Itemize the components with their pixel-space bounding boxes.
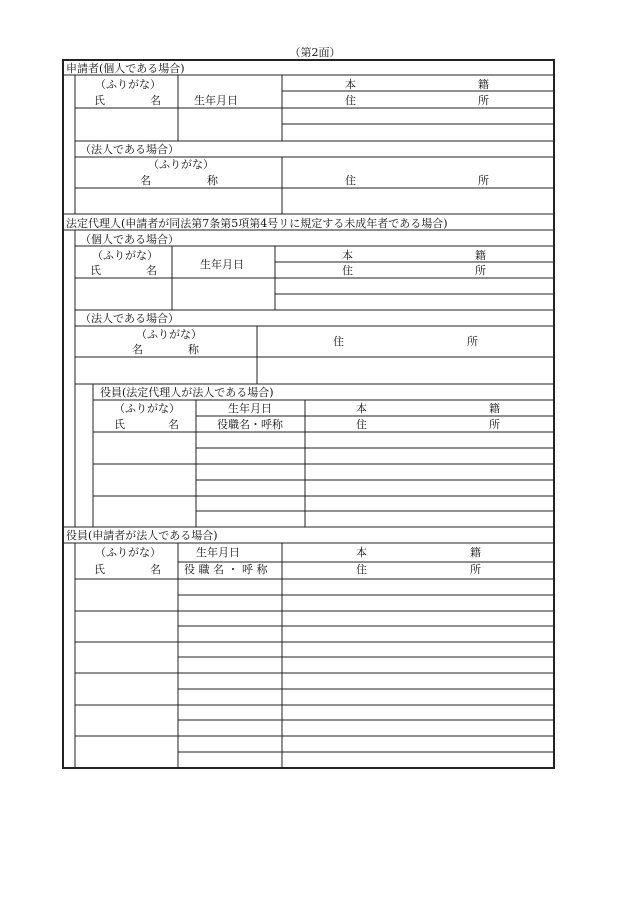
officers-domicile-label-1: 本 [356,546,367,559]
applicant-corp-name-label-2: 称 [207,174,218,187]
legal-rep-heading: 法定代理人(申請者が同法第7条第5項第4号リに規定する未成年者である場合) [66,217,448,230]
legal-rep-name-label-2: 名 [146,264,157,277]
applicant-domicile-label-1: 本 [345,78,356,91]
applicant-corp-furigana-label: （ふりがな） [148,158,214,171]
applicant-individual-heading: 申請者(個人である場合) [66,62,185,75]
legal-rep-furigana-label: （ふりがな） [92,249,158,262]
legal-rep-officers-birthdate-label: 生年月日 [228,402,272,415]
officers-position-label: 役 職 名 ・ 呼 称 [184,563,268,576]
applicant-furigana-label: （ふりがな） [95,78,161,91]
officers-address-label-1: 住 [356,563,367,576]
legal-rep-officers-address-label-2: 所 [489,418,500,431]
legal-rep-corporation-heading: （法人である場合） [80,312,179,325]
applicant-name-label-2: 名 [150,94,161,107]
applicant-birthdate-label: 生年月日 [194,94,238,107]
applicant-domicile-label-2: 籍 [478,78,489,91]
legal-rep-corp-address-label-2: 所 [467,335,478,348]
officers-address-label-2: 所 [470,563,481,576]
legal-rep-corp-name-label-2: 称 [188,343,199,356]
applicant-name-label-1: 氏 [94,94,105,107]
legal-rep-corp-address-label-1: 住 [333,335,344,348]
legal-rep-officers-name-label-1: 氏 [114,418,125,431]
legal-rep-corp-furigana-label: （ふりがな） [136,328,202,341]
legal-rep-officers-domicile-label-2: 籍 [489,402,500,415]
applicant-corp-address-label-2: 所 [478,174,489,187]
legal-rep-officers-heading: 役員(法定代理人が法人である場合) [100,386,274,399]
legal-rep-individual-heading: （個人である場合） [80,233,179,246]
applicant-address-label-2: 所 [478,94,489,107]
legal-rep-officers-furigana-label: （ふりがな） [114,402,180,415]
officers-domicile-label-2: 籍 [470,546,481,559]
legal-rep-officers-address-label-1: 住 [356,418,367,431]
applicant-address-label-1: 住 [345,94,356,107]
officers-heading: 役員(申請者が法人である場合) [66,529,218,542]
legal-rep-domicile-label-2: 籍 [475,249,486,262]
officers-birthdate-label: 生年月日 [196,546,240,559]
legal-rep-name-label-1: 氏 [90,264,101,277]
legal-rep-birthdate-label: 生年月日 [200,258,244,271]
legal-rep-address-label-1: 住 [342,264,353,277]
legal-rep-officers-domicile-label-1: 本 [356,402,367,415]
officers-furigana-label: （ふりがな） [95,546,161,559]
legal-rep-domicile-label-1: 本 [342,249,353,262]
applicant-corporation-heading: （法人である場合） [80,143,179,156]
legal-rep-officers-name-label-2: 名 [168,418,179,431]
applicant-corp-address-label-1: 住 [345,174,356,187]
legal-rep-officers-position-label: 役職名・呼称 [217,418,283,431]
legal-rep-corp-name-label-1: 名 [132,343,143,356]
officers-name-label-2: 名 [150,563,161,576]
legal-rep-address-label-2: 所 [475,264,486,277]
applicant-corp-name-label-1: 名 [140,174,151,187]
page-label: （第2面） [289,46,341,59]
officers-name-label-1: 氏 [94,563,105,576]
